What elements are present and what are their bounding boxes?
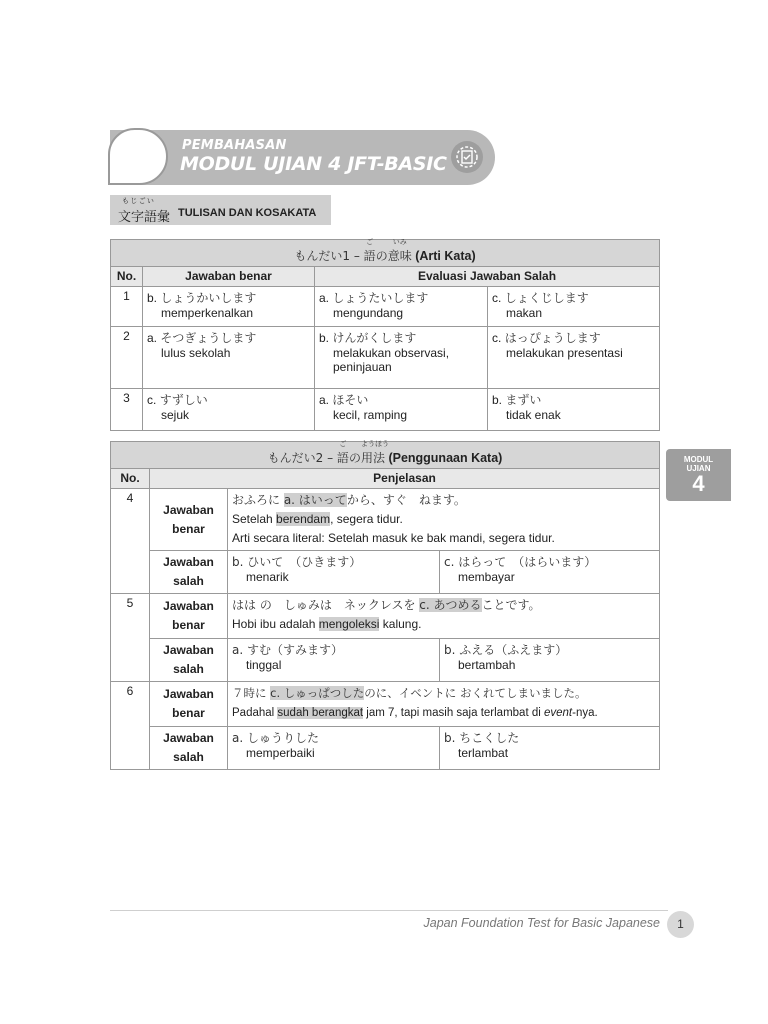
side-tab-line2: UJIAN bbox=[686, 464, 711, 473]
table1-header: もんだい1 – ご 語の いみ 意味 (Arti Kata) bbox=[111, 240, 660, 267]
table-arti-kata bbox=[110, 239, 660, 431]
table-row: 4 Jawaban benar おふろに a. はいってから、すぐ ねます。 Setelah berendam, segera tidur. Arti secara literal: Setelah masuk ke bak mandi, segera tidur. bbox=[111, 489, 660, 551]
footer-text: Japan Foundation Test for Basic Japanese bbox=[423, 916, 660, 930]
footer-divider bbox=[110, 910, 668, 911]
module-banner bbox=[110, 130, 495, 185]
col-correct: Jawaban benar bbox=[143, 267, 315, 287]
table-row: Jawaban salah a. すむ（すみます） tinggal b. ふえる（ふえます） bertambah bbox=[111, 639, 660, 682]
section-kanji: 文字語彙 bbox=[118, 210, 171, 225]
side-tab-line1: MODUL bbox=[683, 455, 714, 464]
col-explain: Penjelasan bbox=[150, 469, 660, 489]
section-label bbox=[110, 195, 331, 225]
table-row: Jawaban salah b. ひいて （ひきます） menarik c. はらって （はらいます） membayar bbox=[111, 551, 660, 594]
table-penggunaan-kata bbox=[110, 441, 660, 770]
table-row: 6 Jawaban benar ７時に c. しゅっぱつしたのに、イベントに おくれてしまいました。 Padahal sudah berangkat jam 7, tapi masih saja terlambat di event-nya. bbox=[111, 682, 660, 727]
table-row: Jawaban salah a. しゅうりした memperbaiki b. ちこくした terlambat bbox=[111, 727, 660, 770]
col-no: No. bbox=[111, 267, 143, 287]
table-row: 2 a. そつぎょうします lulus sekolah b. けんがくします melakukan observasi, peninjauan c. はっぴょうします melakukan presentasi bbox=[111, 327, 660, 389]
checklist-badge-icon bbox=[451, 141, 483, 173]
module-side-tab bbox=[666, 449, 731, 501]
table-row: 5 Jawaban benar はは の しゅみは ネックレスを c. あつめることです。 Hobi ibu adalah mengoleksi kalung. bbox=[111, 594, 660, 639]
table-row: 3 c. すずしい sejuk a. ほそい kecil, ramping b. まずい tidak enak bbox=[111, 389, 660, 431]
col-wrong: Evaluasi Jawaban Salah bbox=[315, 267, 660, 287]
table2-header: もんだい2 – ご 語の ようほう 用法 (Penggunaan Kata) bbox=[111, 442, 660, 469]
banner-circle bbox=[108, 128, 168, 185]
banner-title: MODUL UJIAN 4 JFT-BASIC bbox=[180, 153, 447, 175]
page-number: 1 bbox=[667, 911, 694, 938]
table-row: 1 b. しょうかいします memperkenalkan a. しょうたいします mengundang c. しょくじします makan bbox=[111, 287, 660, 327]
section-title: TULISAN DAN KOSAKATA bbox=[178, 207, 317, 219]
banner-subtitle: PEMBAHASAN bbox=[182, 138, 287, 153]
col-no: No. bbox=[111, 469, 150, 489]
section-ruby: もじごい bbox=[122, 197, 156, 205]
side-tab-number: 4 bbox=[692, 471, 705, 496]
